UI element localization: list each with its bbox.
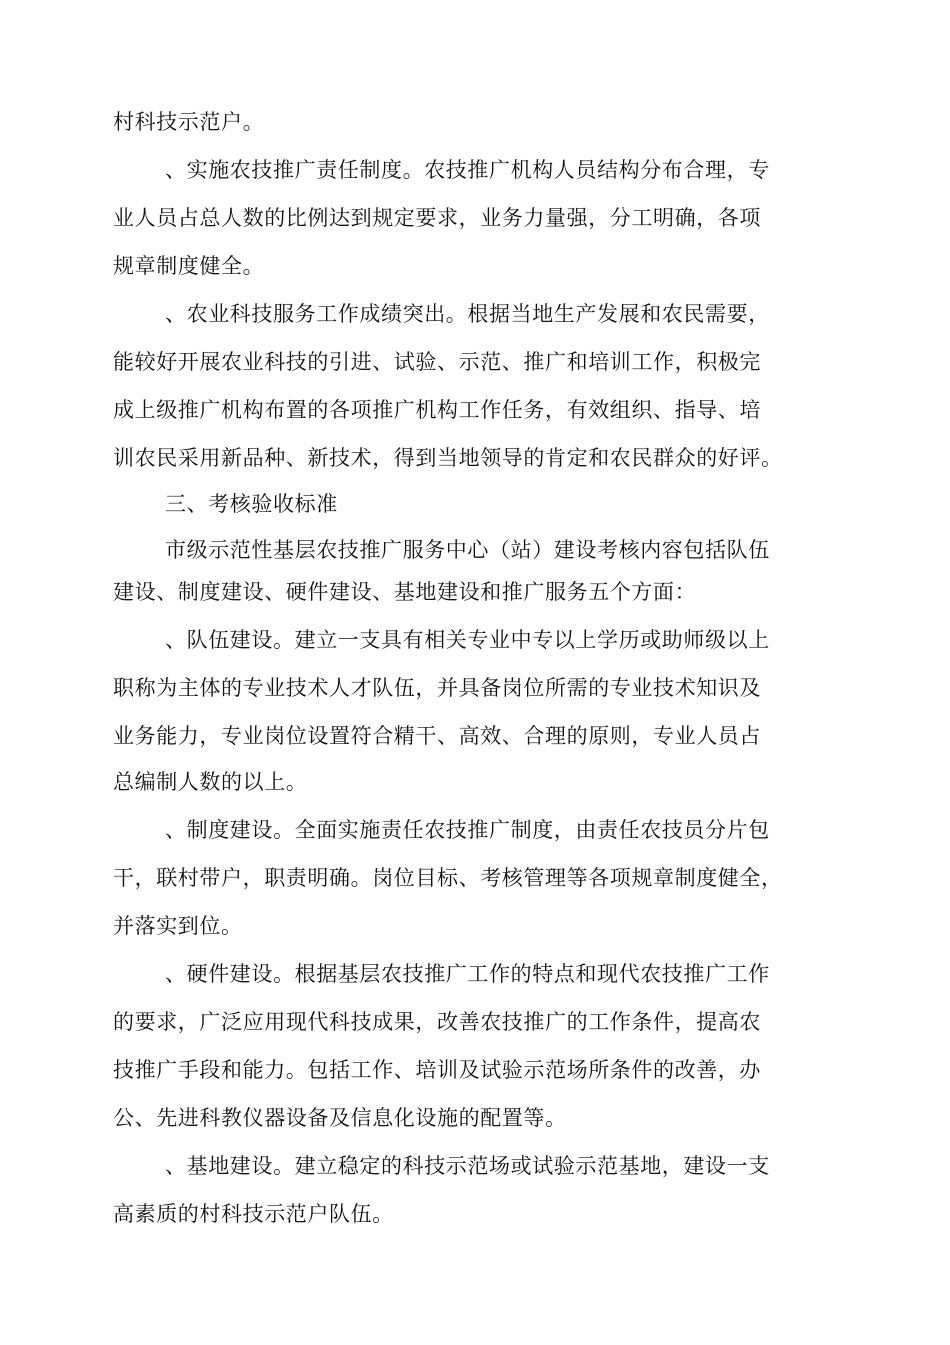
text-line: 业务能力，专业岗位设置符合精干、高效、合理的原则，专业人员占 [113, 724, 761, 748]
text-line: 、农业科技服务工作成绩突出。根据当地生产发展和农民需要， [165, 302, 770, 326]
text-line: 、硬件建设。根据基层农技推广工作的特点和现代农技推广工作 [165, 962, 770, 986]
text-line: 干，联村带户，职责明确。岗位目标、考核管理等各项规章制度健全， [113, 866, 783, 890]
section-heading: 三、考核验收标准 [165, 492, 338, 516]
text-line: 建设、制度建设、硬件建设、基地建设和推广服务五个方面： [113, 580, 697, 604]
text-line: 业人员占总人数的比例达到规定要求，业务力量强，分工明确，各项 [113, 206, 761, 230]
text-line: 并落实到位。 [113, 914, 243, 938]
text-line: 、制度建设。全面实施责任农技推广制度，由责任农技员分片包 [165, 818, 770, 842]
text-line: 成上级推广机构布置的各项推广机构工作任务，有效组织、指导、培 [113, 398, 761, 422]
text-line: 的要求，广泛应用现代科技成果，改善农技推广的工作条件，提高农 [113, 1010, 761, 1034]
text-line: 训农民采用新品种、新技术，得到当地领导的肯定和农民群众的好评。 [113, 446, 783, 470]
text-line: 、基地建设。建立稳定的科技示范场或试验示范基地，建设一支 [165, 1154, 770, 1178]
text-line: 村科技示范户。 [113, 110, 265, 134]
text-line: 总编制人数的以上。 [113, 770, 308, 794]
text-line: 高素质的村科技示范户队伍。 [113, 1202, 394, 1226]
text-line: 、队伍建设。建立一支具有相关专业中专以上学历或助师级以上 [165, 628, 770, 652]
text-line: 技推广手段和能力。包括工作、培训及试验示范场所条件的改善，办 [113, 1058, 761, 1082]
text-line: 能较好开展农业科技的引进、试验、示范、推广和培训工作，积极完 [113, 350, 761, 374]
text-line: 职称为主体的专业技术人才队伍，并具备岗位所需的专业技术知识及 [113, 676, 761, 700]
text-line: 公、先进科教仪器设备及信息化设施的配置等。 [113, 1106, 567, 1130]
text-line: 、实施农技推广责任制度。农技推广机构人员结构分布合理，专 [165, 158, 770, 182]
text-line: 市级示范性基层农技推广服务中心（站）建设考核内容包括队伍 [165, 538, 770, 562]
text-line: 规章制度健全。 [113, 254, 265, 278]
